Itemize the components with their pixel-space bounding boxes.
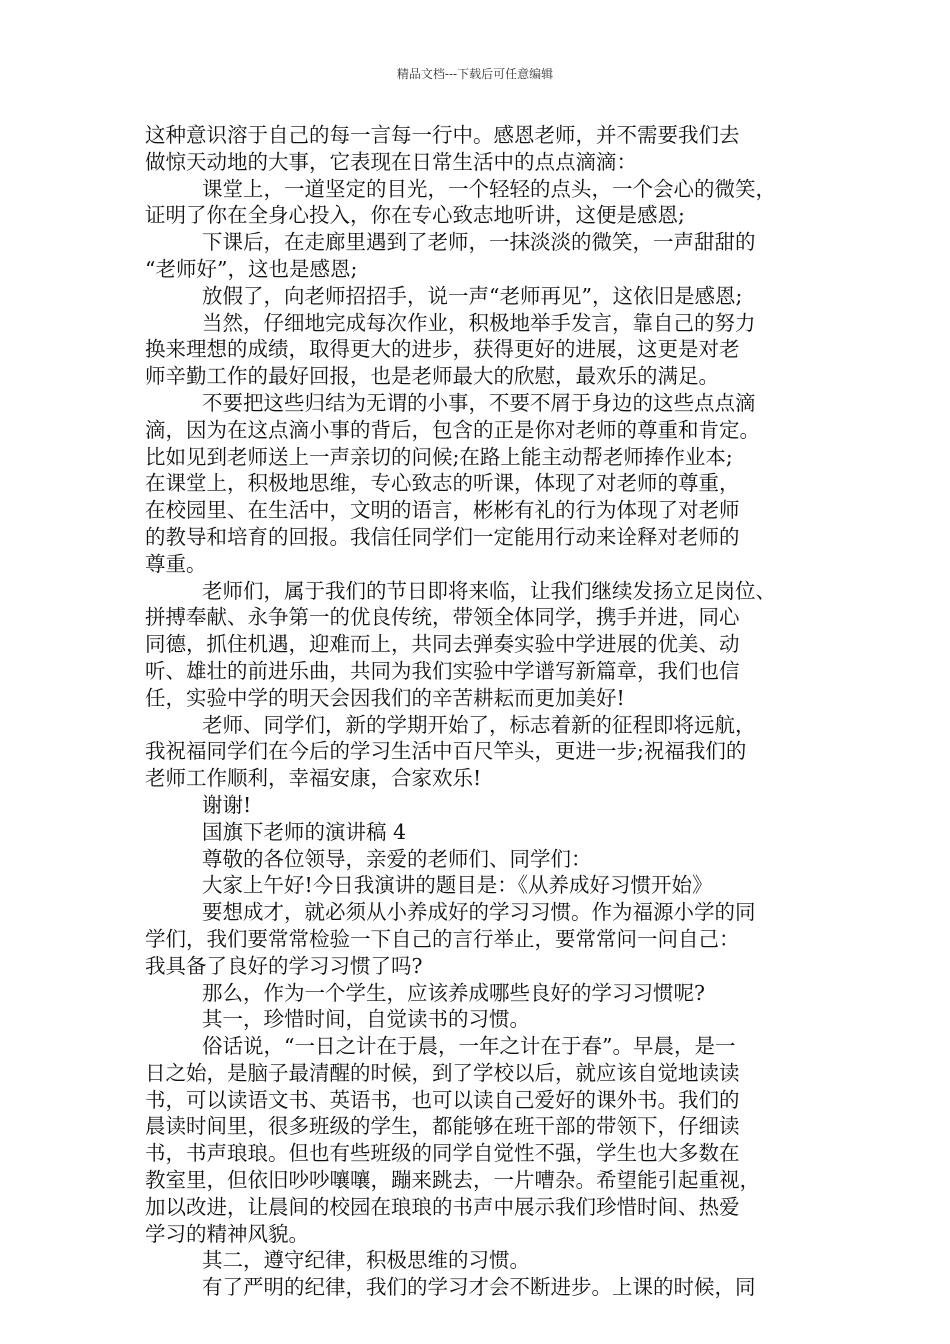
text-line: 我祝福同学们在今后的学习生活中百尺竿头，更进一步;祝福我们的 xyxy=(145,739,747,764)
text-line: 放假了，向老师招招手，说一声“老师再见”，这依旧是感恩; xyxy=(202,283,743,308)
text-line: 师辛勤工作的最好回报，也是老师最大的欣慰，最欢乐的满足。 xyxy=(145,364,719,389)
text-line: 大家上午好!今日我演讲的题目是：《从养成好习惯开始》 xyxy=(202,873,713,898)
text-line: 有了严明的纪律，我们的学习才会不断进步。上课的时候，同 xyxy=(202,1275,756,1300)
text-line: 教室里，但依旧吵吵嚷嚷，蹦来跳去，一片嘈杂。希望能引起重视， xyxy=(145,1168,760,1193)
text-line: 其二，遵守纪律，积极思维的习惯。 xyxy=(202,1248,530,1273)
page-header: 精品文档---下载后可任意编辑 xyxy=(396,67,554,81)
text-line: 做惊天动地的大事，它表现在日常生活中的点点滴滴： xyxy=(145,149,637,174)
text-line: 滴，因为在这点滴小事的背后，包含的正是你对老师的尊重和肯定。 xyxy=(145,417,760,442)
text-line: 要想成才，就必须从小养成好的学习习惯。作为福源小学的同 xyxy=(202,900,756,925)
text-line: 国旗下老师的演讲稿 4 xyxy=(202,819,407,844)
text-line: 俗话说，“一日之计在于晨，一年之计在于春”。早晨，是一 xyxy=(202,1034,736,1059)
text-line: “老师好”，这也是感恩; xyxy=(145,256,358,281)
text-line: 老师、同学们，新的学期开始了，标志着新的征程即将远航， xyxy=(202,712,756,737)
text-line: 听、雄壮的前进乐曲，共同为我们实验中学谱写新篇章，我们也信 xyxy=(145,658,740,683)
text-line: 晨读时间里，很多班级的学生，都能够在班干部的带领下，仔细读 xyxy=(145,1114,740,1139)
text-line: 在校园里、在生活中，文明的语言，彬彬有礼的行为体现了对老师 xyxy=(145,498,740,523)
text-line: 我具备了良好的学习习惯了吗? xyxy=(145,953,423,978)
text-line: 学们，我们要常常检验一下自己的言行举止，要常常问一问自己： xyxy=(145,926,740,951)
text-line: 拼搏奉献、永争第一的优良传统，带领全体同学，携手并进，同心 xyxy=(145,605,740,630)
text-line: 那么，作为一个学生，应该养成哪些良好的学习习惯呢? xyxy=(202,980,705,1005)
text-line: 老师工作顺利，幸福安康，合家欢乐! xyxy=(145,766,482,791)
text-line: 谢谢! xyxy=(202,792,252,817)
text-line: 不要把这些归结为无谓的小事，不要不屑于身边的这些点点滴 xyxy=(202,390,756,415)
text-line: 加以改进，让晨间的校园在琅琅的书声中展示我们珍惜时间、热爱 xyxy=(145,1194,740,1219)
text-line: 比如见到老师送上一声亲切的问候;在路上能主动帮老师捧作业本; xyxy=(145,444,733,469)
text-line: 老师们，属于我们的节日即将来临，让我们继续发扬立足岗位、 xyxy=(202,578,776,603)
text-line: 证明了你在全身心投入，你在专心致志地听讲，这便是感恩; xyxy=(145,203,685,228)
text-line: 学习的精神风貌。 xyxy=(145,1221,309,1246)
text-line: 换来理想的成绩，取得更大的进步，获得更好的进展，这更是对老 xyxy=(145,337,740,362)
text-line: 其一，珍惜时间，自觉读书的习惯。 xyxy=(202,1007,530,1032)
text-line: 当然，仔细地完成每次作业，积极地举手发言，靠自己的努力 xyxy=(202,310,756,335)
text-line: 日之始，是脑子最清醒的时候，到了学校以后，就应该自觉地读读 xyxy=(145,1060,740,1085)
text-line: 尊重。 xyxy=(145,551,207,576)
text-line: 下课后，在走廊里遇到了老师，一抹淡淡的微笑，一声甜甜的 xyxy=(202,230,756,255)
text-line: 任，实验中学的明天会因我们的辛苦耕耘而更加美好! xyxy=(145,685,625,710)
text-line: 的教导和培育的回报。我信任同学们一定能用行动来诠释对老师的 xyxy=(145,524,740,549)
text-line: 在课堂上，积极地思维，专心致志的听课，体现了对老师的尊重， xyxy=(145,471,740,496)
text-line: 这种意识溶于自己的每一言每一行中。感恩老师，并不需要我们去 xyxy=(145,123,740,147)
text-line: 尊敬的各位领导，亲爱的老师们、同学们： xyxy=(202,846,592,871)
text-line: 同德，抓住机遇，迎难而上，共同去弹奏实验中学进展的优美、动 xyxy=(145,632,740,657)
text-line: 书，书声琅琅。但也有些班级的同学自觉性不强，学生也大多数在 xyxy=(145,1141,740,1166)
text-line: 课堂上，一道坚定的目光，一个轻轻的点头，一个会心的微笑， xyxy=(202,176,776,201)
text-line: 书，可以读语文书、英语书，也可以读自己爱好的课外书。我们的 xyxy=(145,1087,740,1112)
document-body xyxy=(145,122,820,1301)
